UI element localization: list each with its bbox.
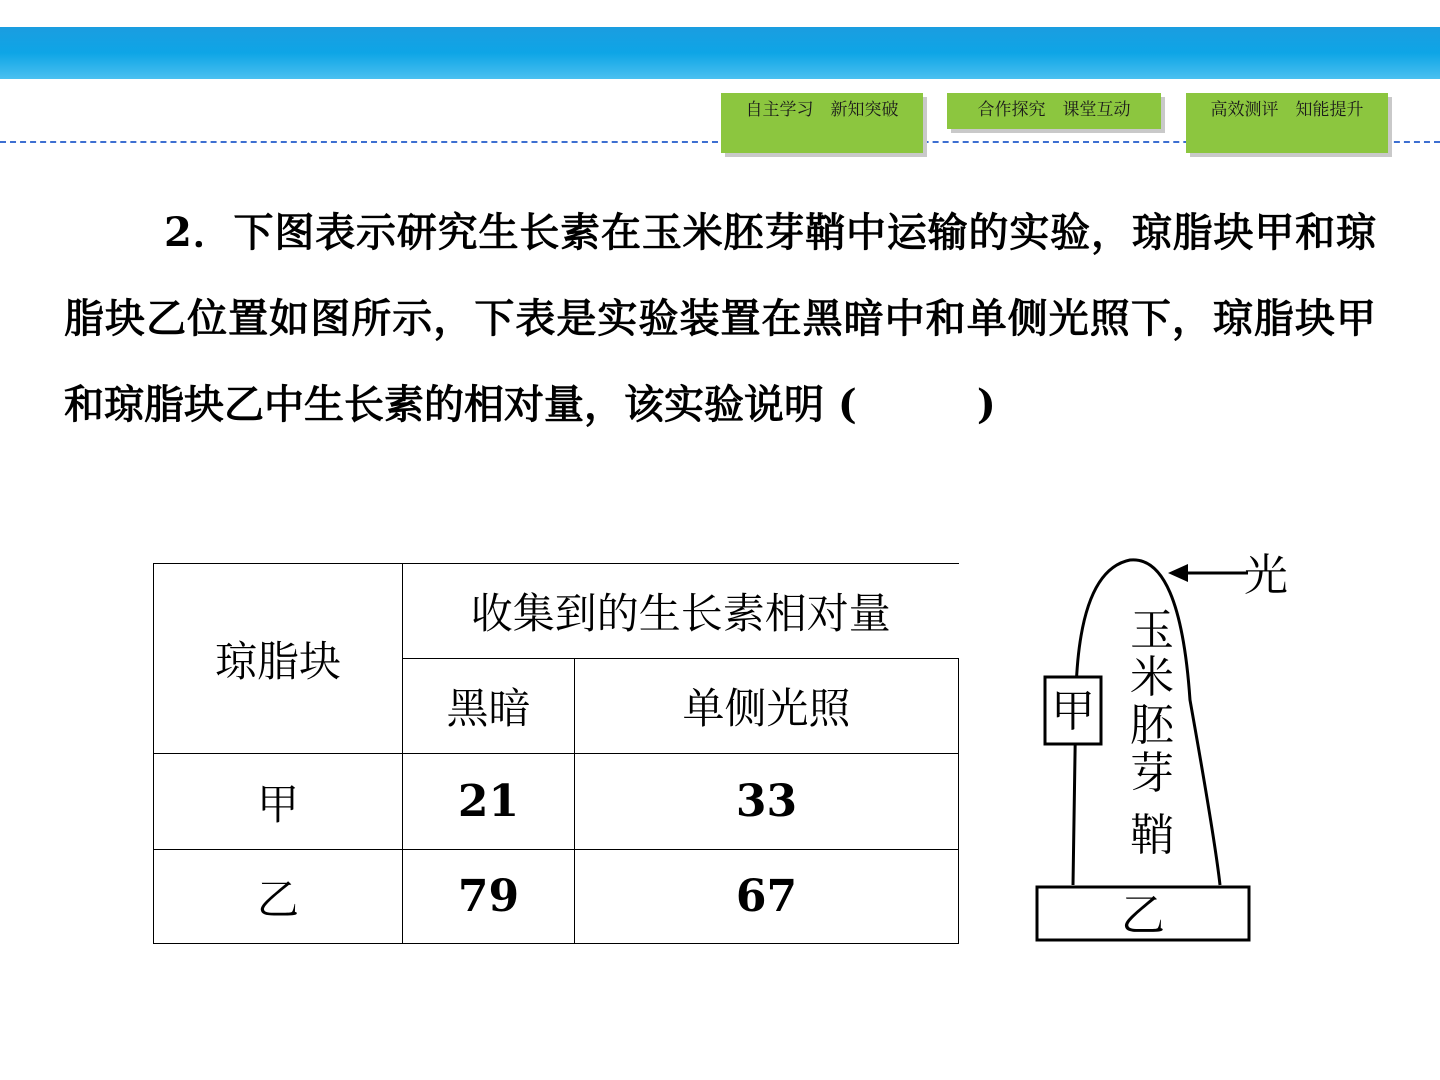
nav-button-cooperative-inquiry[interactable]: 合作探究 课堂互动 xyxy=(947,93,1161,129)
question-block xyxy=(64,190,1376,448)
coleoptile-diagram xyxy=(1020,540,1320,960)
coleoptile-char: 鞘 xyxy=(1130,810,1174,861)
coleoptile-char: 米 xyxy=(1130,652,1174,703)
header-bar xyxy=(0,27,1440,79)
row-dark-value: 79 xyxy=(403,850,575,944)
coleoptile-char: 胚 xyxy=(1130,700,1174,751)
header-dark: 黑暗 xyxy=(403,659,575,754)
light-arrowhead xyxy=(1168,564,1188,582)
question-text: 2．下图表示研究生长素在玉米胚芽鞘中运输的实验，琼脂块甲和琼脂块乙位置如图所示，下表是实验装置在黑暗中和单侧光照下，琼脂块甲和琼脂块乙中生长素的相对量，该实验说明 ( ) xyxy=(64,209,1376,428)
row-block: 甲 xyxy=(154,754,403,850)
table-row xyxy=(154,850,959,944)
row-dark-value: 21 xyxy=(403,754,575,850)
agar-block-jia-label: 甲 xyxy=(1051,686,1095,737)
data-table xyxy=(153,563,959,944)
header-group: 收集到的生长素相对量 xyxy=(403,564,959,659)
coleoptile-char: 玉 xyxy=(1130,605,1174,656)
coleoptile-char: 芽 xyxy=(1130,748,1174,799)
header-light: 单侧光照 xyxy=(575,659,959,754)
table-row xyxy=(154,754,959,850)
nav-button-assessment[interactable]: 高效测评 知能提升 xyxy=(1186,93,1388,153)
row-light-value: 33 xyxy=(575,754,959,850)
nav-button-self-study[interactable]: 自主学习 新知突破 xyxy=(721,93,923,153)
light-label: 光 xyxy=(1244,550,1288,601)
agar-block-yi-label: 乙 xyxy=(1121,890,1165,941)
header-block: 琼脂块 xyxy=(154,564,403,754)
row-block: 乙 xyxy=(154,850,403,944)
row-light-value: 67 xyxy=(575,850,959,944)
